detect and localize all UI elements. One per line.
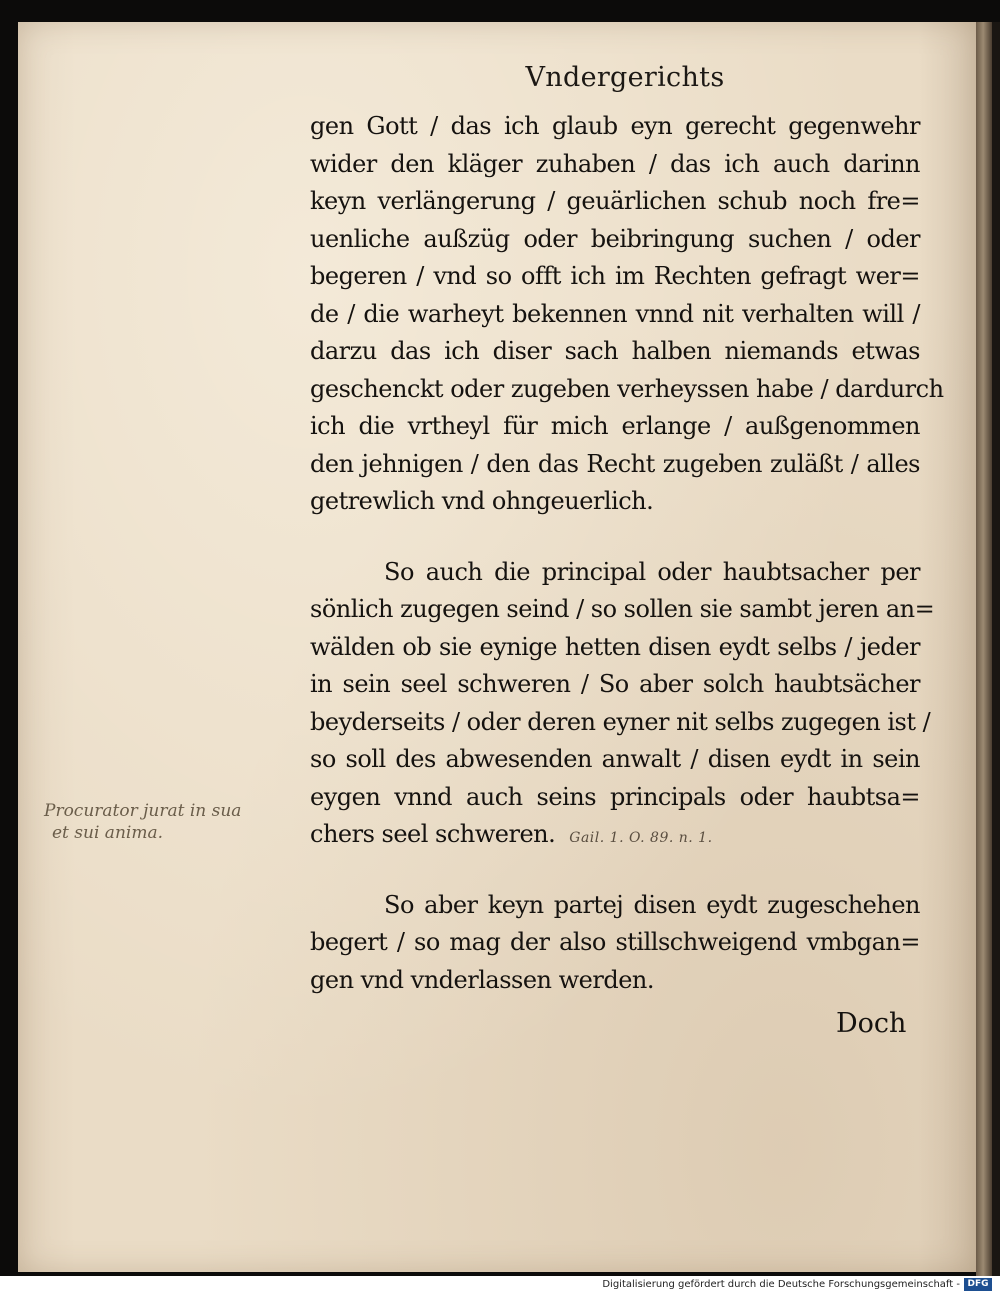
text-line: so soll des abwesenden anwalt / disen eydt in sein <box>310 745 920 773</box>
running-head: Vndergerichts <box>525 62 725 93</box>
text-line: keyn verlängerung / geuärlichen schub noch fre= <box>310 187 920 215</box>
catchword: Doch <box>836 1008 907 1039</box>
text-line: eygen vnnd auch seins principals oder haubtsa= <box>310 782 920 811</box>
text-line: So aber keyn partej disen eydt zugeschehen <box>384 890 920 919</box>
text-line: gen Gott / das ich glaub eyn gerecht gegenwehr <box>310 112 920 140</box>
text-line: uenliche außzüg oder beibringung suchen / oder <box>310 224 920 253</box>
body-text <box>310 108 944 999</box>
text-line: begeren / vnd so offt ich im Rechten gefragt wer= <box>310 262 920 290</box>
text-line: wälden ob sie eynige hetten disen eydt selbs / jeder <box>310 632 920 661</box>
paragraph-2 <box>310 554 935 854</box>
footer-bar <box>0 1276 1000 1295</box>
funding-notice: Digitalisierung gefördert durch die Deutsche Forschungsgemeinschaft - <box>602 1279 960 1290</box>
text-line: So auch die principal oder haubtsacher per <box>384 557 920 586</box>
paragraph-3 <box>310 887 920 1000</box>
text-line: begert / so mag der also stillschweigend vmbgan= <box>310 928 920 956</box>
text-line: in sein seel schweren / So aber solch haubtsächer <box>310 670 920 698</box>
text-line: darzu das ich diser sach halben niemands etwas <box>310 337 920 365</box>
margin-note-line: et sui anima. <box>52 823 163 843</box>
text-line: de / die warheyt bekennen vnnd nit verhalten will / <box>310 299 920 328</box>
text-line: beyderseits / oder deren eyner nit selbs zugegen ist / <box>310 707 931 736</box>
text-line: sönlich zugegen seind / so sollen sie sambt jeren an= <box>310 595 935 623</box>
paragraph-1 <box>310 108 944 521</box>
paragraph-gap <box>310 854 920 887</box>
text-line: den jehnigen / den das Recht zugeben zuläßt / alles <box>310 449 920 478</box>
text-line: getrewlich vnd ohngeuerlich. <box>310 487 654 515</box>
text-line: gen vnd vnderlassen werden. <box>310 965 654 994</box>
paragraph-gap <box>310 521 920 554</box>
text-line-content: chers seel schweren. <box>310 820 556 848</box>
text-line <box>310 816 920 854</box>
handwritten-citation: Gail. 1. O. 89. n. 1. <box>569 830 713 846</box>
margin-note-line: Procurator jurat in sua <box>44 801 242 821</box>
text-line: wider den kläger zuhaben / das ich auch darinn <box>310 149 920 178</box>
handwritten-margin-note <box>44 800 306 844</box>
text-line: geschenckt oder zugeben verheyssen habe / dardurch <box>310 374 944 403</box>
dfg-logo-icon: DFG <box>964 1278 992 1291</box>
text-line: ich die vrtheyl für mich erlange / außgenommen <box>310 412 920 440</box>
book-spine <box>976 22 992 1276</box>
book-spine-edge <box>992 22 1000 1276</box>
